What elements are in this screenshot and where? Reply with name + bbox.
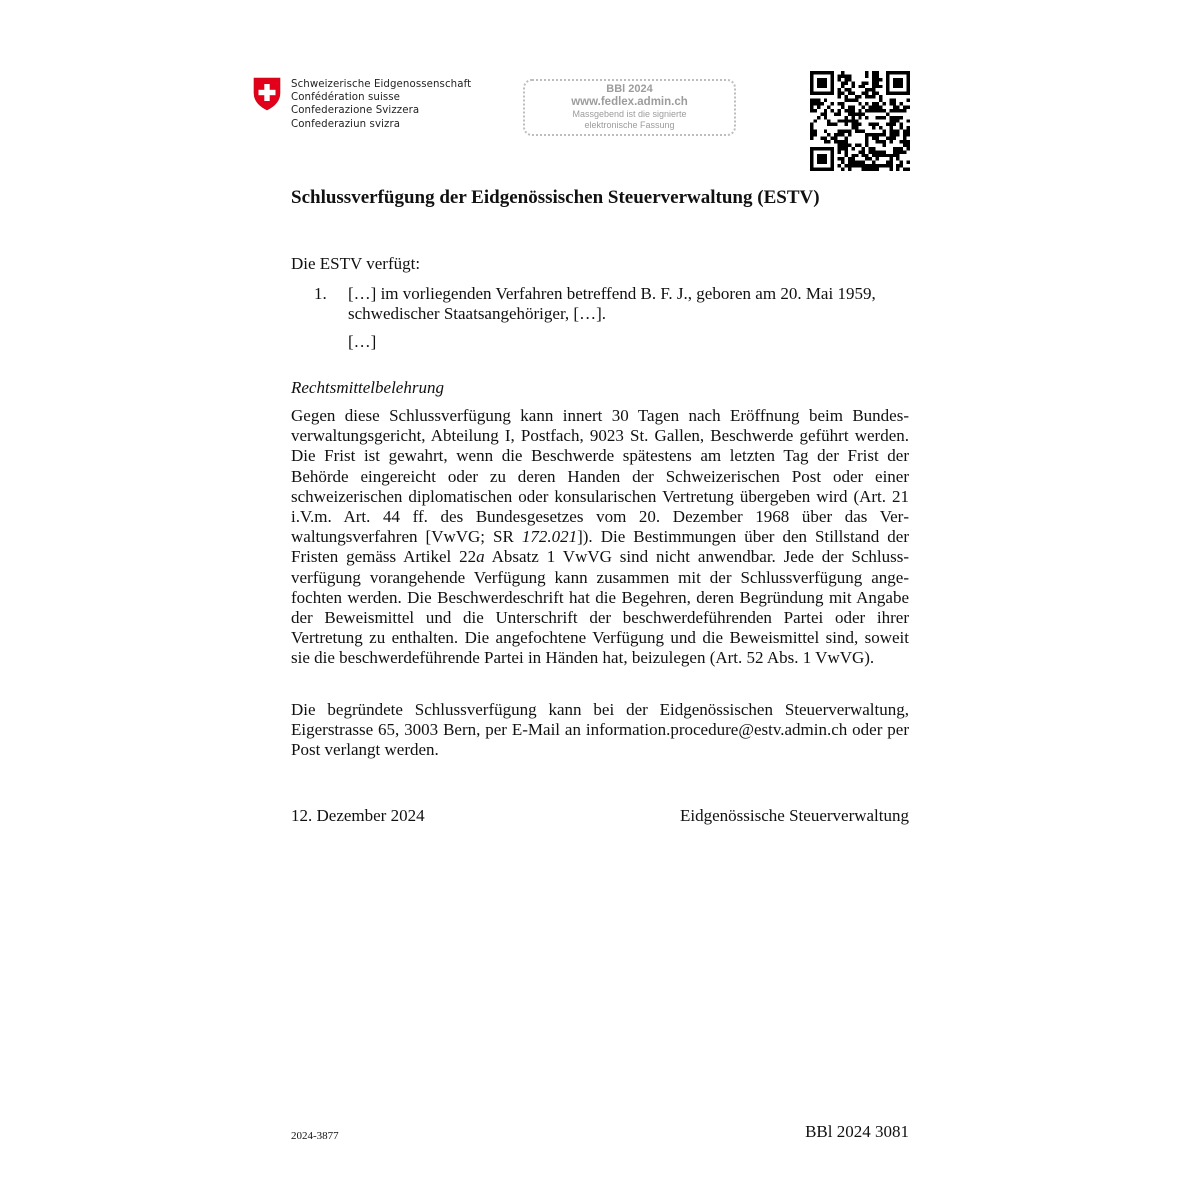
org-line-it: Confederazione Svizzera bbox=[291, 105, 420, 117]
stamp-note-2: elektronische Fassung bbox=[584, 120, 675, 130]
bbl-reference: BBl 2024 3081 bbox=[805, 1122, 909, 1141]
request-paragraph: Die begründete Schlussverfügung kann bei der Eidgenössischen Steuerverwaltung, Eigerstrasse 65, 3003 Bern, per E-Mail an information.procedure@estv.admin.ch oder per Post verlangt werden. bbox=[291, 700, 909, 760]
rechtsmittel-heading: Rechtsmittelbelehrung bbox=[291, 378, 444, 397]
document-title: Schlussverfügung der Eidgenössischen Steuerverwaltung (ESTV) bbox=[291, 187, 820, 208]
rechtsmittel-paragraph bbox=[291, 406, 909, 669]
swiss-crest-icon bbox=[253, 77, 281, 111]
qr-code-icon bbox=[810, 71, 910, 171]
fedlex-stamp bbox=[523, 79, 736, 136]
org-line-fr: Confédération suisse bbox=[291, 92, 401, 104]
stamp-bbl: BBl 2024 bbox=[606, 83, 653, 95]
item-ellipsis: […] bbox=[348, 332, 377, 351]
issuing-authority: Eidgenössische Steuerverwaltung bbox=[680, 806, 909, 825]
item-number: 1. bbox=[314, 284, 327, 303]
stamp-note-1: Massgebend ist die signierte bbox=[572, 109, 687, 119]
document-date: 12. Dezember 2024 bbox=[291, 806, 425, 825]
sr-number: 172.021 bbox=[521, 527, 578, 547]
intro-text: Die ESTV verfügt: bbox=[291, 254, 421, 273]
item-text: […] im vorliegenden Verfahren betreffend B. F. J., geboren am 20. Mai 1959, schwedischer Staatsangehöriger, […]. bbox=[348, 284, 876, 324]
para1-part-a: Gegen diese Schlussverfügung kann innert 30 Tagen nach Eröffnung beim Bundesverwaltungsgericht, Abteilung I, Postfach, 9023 St. Gallen, Beschwerde geführt werden. Die Frist ist gewahrt, wenn die Beschwerde spätestens am letzten Tag der Frist der Behörde eingereicht oder zu deren Handen der Schweizerischen Post oder einer schweizerischen diplomatischen oder konsularischen Vertretung übergeben wird (Art. 21 i.V.m. Art. 44 ff. des Bundesgesetzes vom 20. Dezember 1968 über das Verwaltungsverfahren [VwVG; SR bbox=[291, 406, 909, 547]
federal-administration-name bbox=[291, 78, 471, 131]
org-line-de: Schweizerische Eidgenossenschaft bbox=[291, 79, 472, 90]
article-letter: a bbox=[476, 547, 485, 567]
document-number: 2024-3877 bbox=[291, 1130, 339, 1142]
para1-part-b: ]). Die Bestimmungen über den Stillstand der Fristen gemäss Artikel 22 bbox=[291, 527, 909, 567]
org-line-rm: Confederaziun svizra bbox=[291, 118, 401, 130]
para1-part-c: Absatz 1 VwVG sind nicht anwendbar. Jede der Schlussverfügung vorangehende Verfügung kann zusammen mit der Schlussverfügung angefochten werden. Die Beschwerdeschrift hat die Begehren, deren Begründung mit Angabe der Beweismittel und die Unterschrift der beschwerdeführenden Partei oder ihrer Vertretung zu enthalten. Die angefochtene Verfügung und die Beweismittel sind, soweit sie die beschwerdeführende Partei in Händen hat, beizulegen (Art. 52 Abs. 1 VwVG). bbox=[291, 547, 909, 668]
stamp-url: www.fedlex.admin.ch bbox=[571, 96, 688, 108]
